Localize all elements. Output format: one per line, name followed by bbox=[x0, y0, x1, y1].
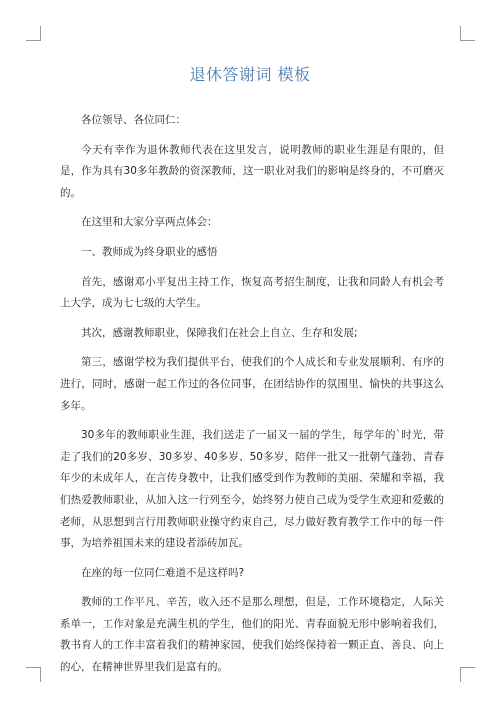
paragraph-third: 第三，感谢学校为我们提供平台，使我们的个人成长和专业发展顺利、有序的进行，同时，感谢一起工作过的各位同事，在团结协作的氛围里、愉快的共事这么多年。 bbox=[60, 356, 444, 412]
section-heading: 一、教师成为终身职业的感悟 bbox=[81, 245, 218, 258]
crop-mark-top-left bbox=[26, 26, 41, 41]
paragraph-career: 30多年的教师职业生涯，我们送走了一届又一届的学生，每学年的`时光，带走了我们的20多岁、30多岁、40多岁、50多岁，陪伴一批又一批朝气蓬勃、青春年少的未成年人，在言传身教中，让我们感受到作为教师的美丽、荣耀和幸福，我们热爱教师职业，从加入这一行列至今，始终努力使自己成为受学生欢迎和爱戴的老师，从思想到言行用教师职业操守约束自己，尽力做好教育教学工作中的每一件事，为培养祖国未来的建设者添砖加瓦。 bbox=[60, 429, 444, 550]
paragraph-first: 首先，感谢邓小平复出主持工作，恢复高考招生制度，让我和同龄人有机会考上大学，成为七七级的大学生。 bbox=[60, 275, 444, 310]
document-title: 退休答谢词 模板 bbox=[189, 65, 311, 84]
document-body bbox=[60, 110, 444, 687]
paragraph-salutation: 各位领导、各位同仁： bbox=[81, 114, 186, 126]
paragraph-share: 在这里和大家分享两点体会： bbox=[81, 216, 218, 229]
crop-mark-top-right bbox=[460, 26, 475, 41]
paragraph-closing: 教师的工作平凡、辛苦，收入还不是那么理想，但是，工作环境稳定，人际关系单一，工作对象是充满生机的学生，他们的阳光、青春面貌无形中影响着我们，教书育人的工作丰富着我们的精神家园，使我们始终保持着一颗正直、善良、向上的心，在精神世界里我们是富有的。 bbox=[60, 596, 444, 674]
crop-mark-bottom-left bbox=[26, 667, 41, 682]
paragraph-question: 在座的每一位同仁难道不是这样吗? bbox=[81, 566, 245, 579]
paragraph-intro: 今天有幸作为退休教师代表在这里发言，说明教师的职业生涯是有限的，但是，作为具有30多年教龄的资深教师，这一职业对我们的影响是终身的，不可磨灭的。 bbox=[60, 143, 444, 199]
crop-mark-bottom-right bbox=[460, 667, 475, 682]
paragraph-second: 其次，感谢教师职业，保障我们在社会上自立、生存和发展; bbox=[81, 326, 358, 339]
